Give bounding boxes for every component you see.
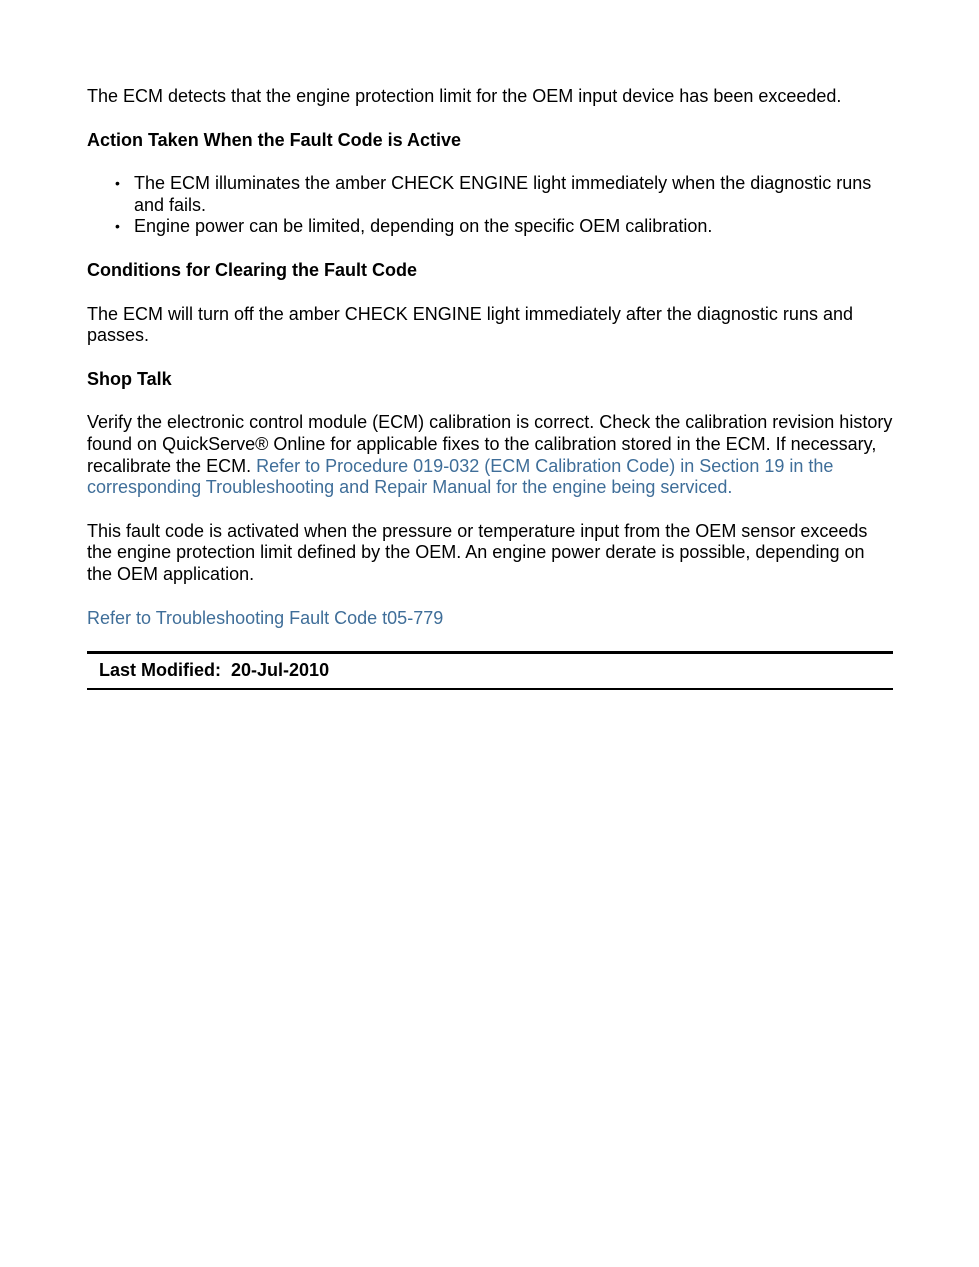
procedure-link[interactable]: Refer to Procedure 019-032 (ECM Calibration Code) in Section 19 in the corresponding Troubleshooting and Repair Manual for the engine being serviced.	[87, 455, 834, 498]
list-item-text: Engine power can be limited, depending on the specific OEM calibration.	[134, 216, 713, 237]
last-modified-bar	[87, 651, 893, 690]
last-modified-label: Last Modified:	[99, 660, 221, 681]
clear-paragraph: The ECM will turn off the amber CHECK ENGINE light immediately after the diagnostic runs and passes.	[87, 303, 853, 346]
troubleshooting-link[interactable]: Refer to Troubleshooting Fault Code t05-779	[87, 607, 444, 628]
bullet-icon: •	[115, 218, 120, 235]
list-item-text: The ECM illuminates the amber CHECK ENGINE light immediately when the diagnostic runs and fails.	[134, 173, 872, 215]
intro-paragraph: The ECM detects that the engine protection limit for the OEM input device has been exceeded.	[87, 86, 842, 106]
last-modified-date: 20-Jul-2010	[231, 660, 330, 681]
action-heading: Action Taken When the Fault Code is Active	[87, 129, 462, 150]
shop-talk-paragraph	[87, 412, 893, 498]
action-list	[87, 173, 893, 238]
shop-talk-heading: Shop Talk	[87, 368, 172, 389]
shop-talk-text: Verify the electronic control module (ECM) calibration is correct. Check the calibration revision history found on QuickServe® Online for applicable fixes to the calibration stored in the ECM. If necessary, recalibrate the ECM.	[87, 412, 893, 476]
list-item	[115, 173, 893, 216]
fault-paragraph: This fault code is activated when the pressure or temperature input from the OEM sensor exceeds the engine protection limit defined by the OEM. An engine power derate is possible, depending on the OEM application.	[87, 520, 868, 584]
document-body	[87, 86, 893, 690]
clear-heading: Conditions for Clearing the Fault Code	[87, 259, 417, 280]
troubleshoot-paragraph	[87, 608, 893, 630]
list-item	[115, 216, 893, 238]
bullet-icon: •	[115, 175, 120, 192]
